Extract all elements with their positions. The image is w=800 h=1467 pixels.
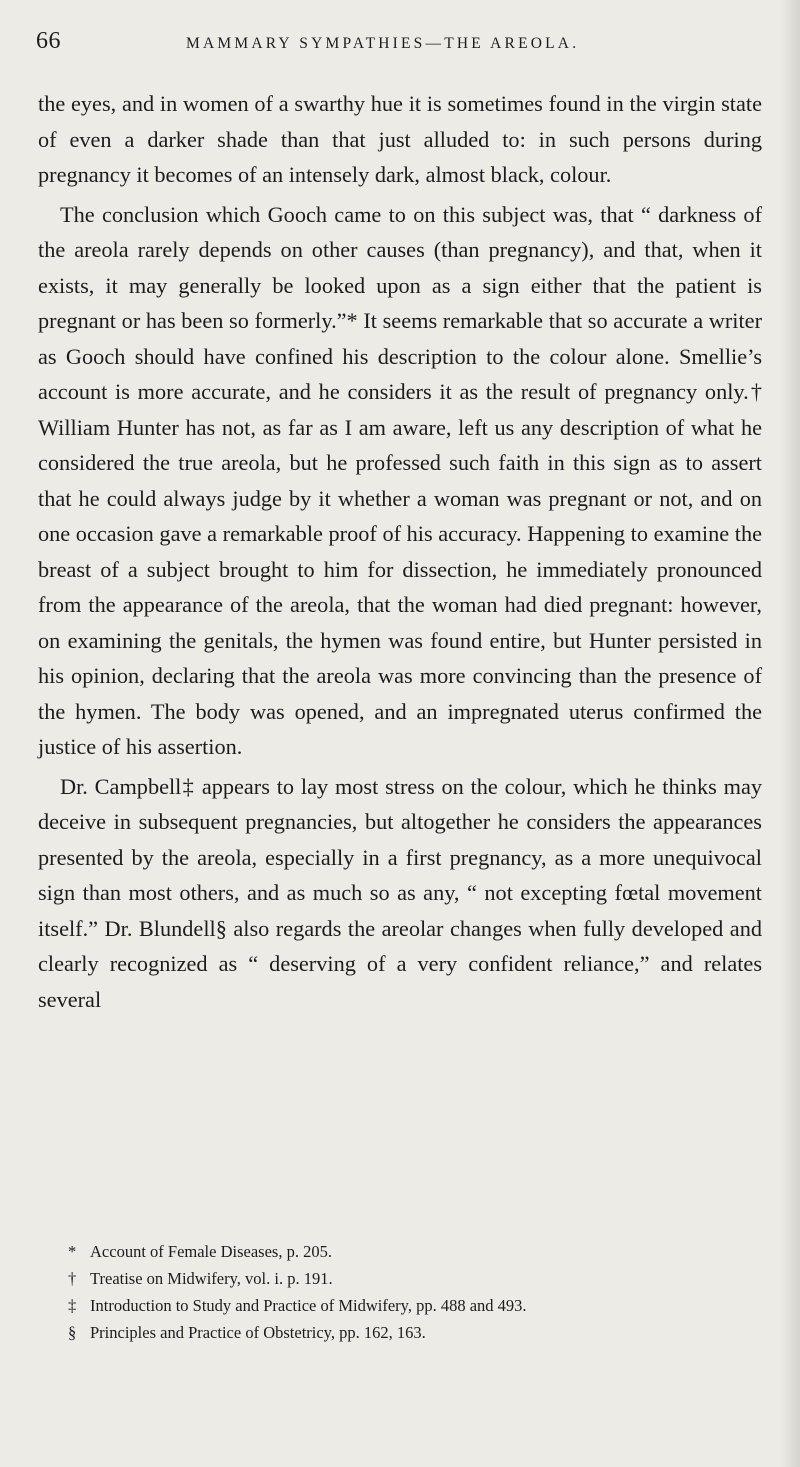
paragraph-gooch: The conclusion which Gooch came to on this subject was, that “ darkness of the areola rarely depends on other causes (than pregnancy), and that, when it exists, it may generally be looked upon as a sign either that the patient is pregnant or has been so formerly.”* It seems remarkable that so accurate a writer as Gooch should have confined his description to the colour alone. Smellie’s account is more accurate, and he considers it as the result of pregnancy only.† William Hunter has not, as far as I am aware, left us any description of what he considered the true areola, but he professed such faith in this sign as to assert that he could always judge by it whether a woman was pregnant or not, and on one occasion gave a remarkable proof of his accuracy. Happening to examine the breast of a subject brought to him for dissection, he immediately pronounced from the appearance of the areola, that the woman had died pregnant: however, on examining the genitals, the hymen was found entire, but Hunter persisted in his opinion, declaring that the areola was more convincing than the presence of the hymen. The body was opened, and an impregnated uterus confirmed the justice of his assertion. xyxy=(38,201,762,759)
footnote-mark: † xyxy=(68,1269,77,1288)
paragraph-campbell: Dr. Campbell‡ appears to lay most stress on the colour, which he thinks may deceive in subsequent pregnancies, but altogether he considers the appearances presented by the areola, especially in a first pregnancy, as a more unequivocal sign than most others, and as much so as any, “ not excepting fœtal movement itself.” Dr. Blundell§ also regards the areolar changes when fully developed and clearly recognized as “ deserving of a very confident reliance,” and relates several xyxy=(38,773,762,1012)
running-head: MAMMARY SYMPATHIES—THE AREOLA. xyxy=(186,35,580,52)
paragraph-continued: the eyes, and in women of a swarthy hue it is sometimes found in the virgin state of even a darker shade than that just alluded to: in such persons during pregnancy it becomes of an intensely dark, almost black, colour. xyxy=(38,91,762,187)
footnote-mark: * xyxy=(68,1242,77,1261)
footnote-text: Account of Female Diseases, p. 205. xyxy=(90,1242,332,1261)
footnote-text: Introduction to Study and Practice of Midwifery, pp. 488 and 493. xyxy=(90,1296,527,1315)
footnotes xyxy=(68,1238,768,1346)
footnote xyxy=(68,1238,768,1265)
footnote-mark: ‡ xyxy=(68,1296,77,1315)
footnote-text: Treatise on Midwifery, vol. i. p. 191. xyxy=(90,1269,333,1288)
footnote-text: Principles and Practice of Obstetricy, pp. 162, 163. xyxy=(90,1323,426,1342)
footnote xyxy=(68,1319,768,1346)
page-header xyxy=(36,28,776,64)
footnote xyxy=(68,1265,768,1292)
footnote xyxy=(68,1292,768,1319)
footnote-mark: § xyxy=(68,1323,77,1342)
body-text xyxy=(38,86,762,1017)
page-number: 66 xyxy=(36,28,61,54)
